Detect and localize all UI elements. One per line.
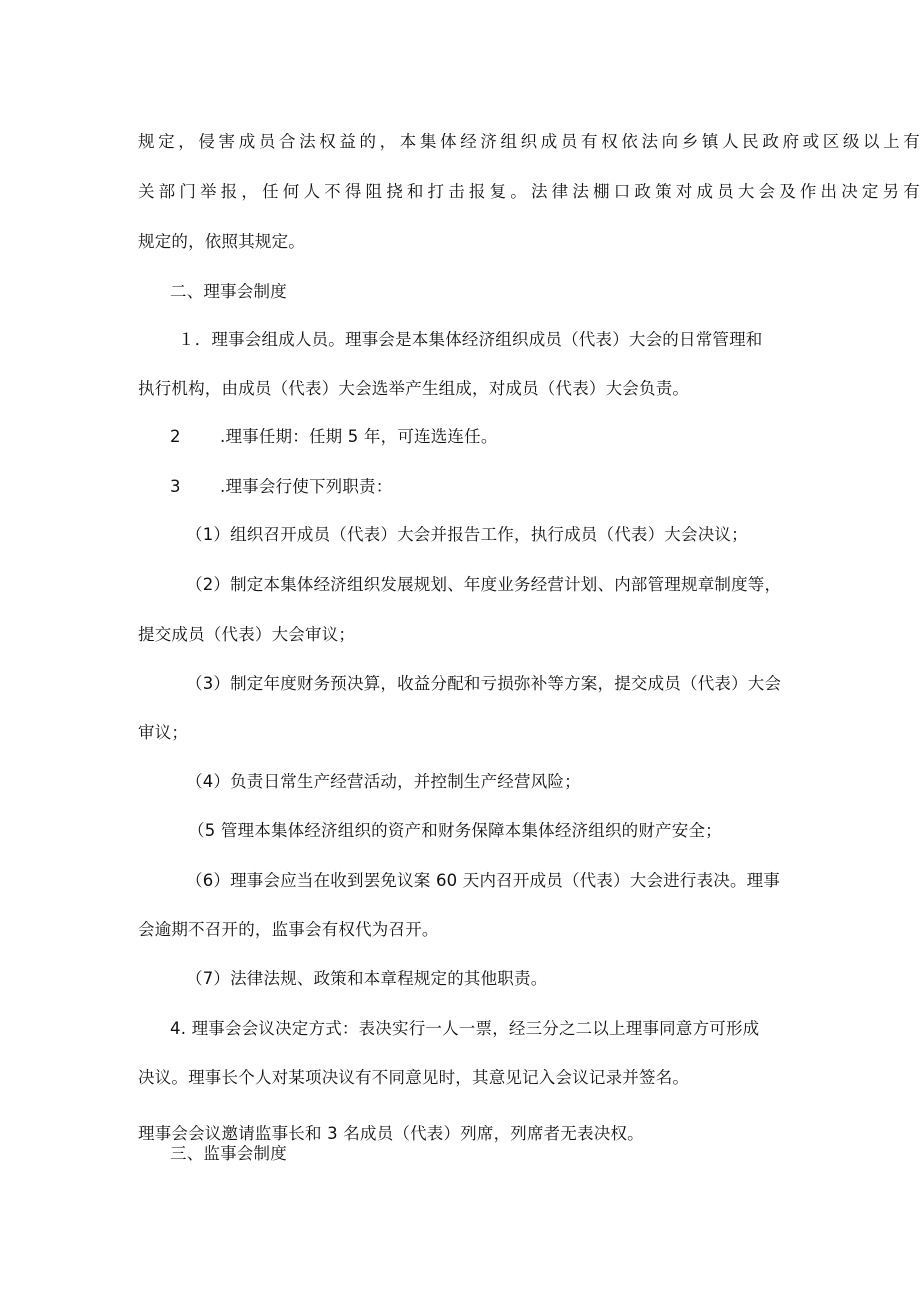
paragraph-line: 规定的，依照其规定。: [138, 232, 305, 251]
paragraph-line: 执行机构，由成员（代表）大会选举产生组成，对成员（代表）大会负责。: [138, 379, 690, 398]
sub-item-line: 审议；: [138, 723, 189, 742]
sub-item-line: 提交成员（代表）大会审议；: [138, 625, 356, 644]
section-heading: 三、监事会制度: [170, 1144, 287, 1163]
list-text: .理事任期：任期 5 年，可连选连任。: [220, 427, 498, 446]
paragraph-line: 规定，侵害成员合法权益的，本集体经济组织成员有权依法向乡镇人民政府或区级以上有: [138, 132, 920, 151]
sub-item-line: 会逾期不召开的，监事会有权代为召开。: [138, 920, 439, 939]
sub-item-line: （1）组织召开成员（代表）大会并报告工作，执行成员（代表）大会决议；: [186, 525, 748, 544]
sub-item-line: （3）制定年度财务预决算，收益分配和亏损弥补等方案，提交成员（代表）大会: [186, 674, 782, 693]
list-item-2: [170, 426, 498, 448]
sub-item-line: （4）负责日常生产经营活动，并控制生产经营风险；: [186, 772, 581, 791]
list-number: 3: [170, 477, 181, 496]
sub-item-line: （7）法律法规、政策和本章程规定的其他职责。: [186, 969, 548, 988]
paragraph-line: 决议。理事长个人对某项决议有不同意见时，其意见记入会议记录并签名。: [138, 1068, 690, 1087]
list-text: .理事会行使下列职责：: [220, 477, 393, 496]
paragraph-line: 关部门举报，任何人不得阻挠和打击报复。法律法棚口政策对成员大会及作出决定另有: [138, 182, 920, 201]
list-number: 2: [170, 427, 181, 446]
sub-item-line: （2）制定本集体经济组织发展规划、年度业务经营计划、内部管理规章制度等，: [186, 575, 782, 594]
sub-item-line: （6）理事会应当在收到罢免议案 60 天内召开成员（代表）大会进行表决。理事: [186, 871, 781, 890]
sub-item-line: （5 管理本集体经济组织的资产和财务保障本集体经济组织的财产安全；: [188, 821, 722, 840]
list-item-3: [170, 476, 392, 498]
paragraph-line: 理事会会议邀请监事长和 3 名成员（代表）列席，列席者无表决权。: [138, 1124, 644, 1143]
section-heading: 二、理事会制度: [170, 282, 287, 301]
paragraph-line: １．理事会组成人员。理事会是本集体经济组织成员（代表）大会的日常管理和: [178, 330, 763, 349]
paragraph-line: 4. 理事会会议决定方式：表决实行一人一票，经三分之二以上理事同意方可形成: [170, 1019, 760, 1038]
